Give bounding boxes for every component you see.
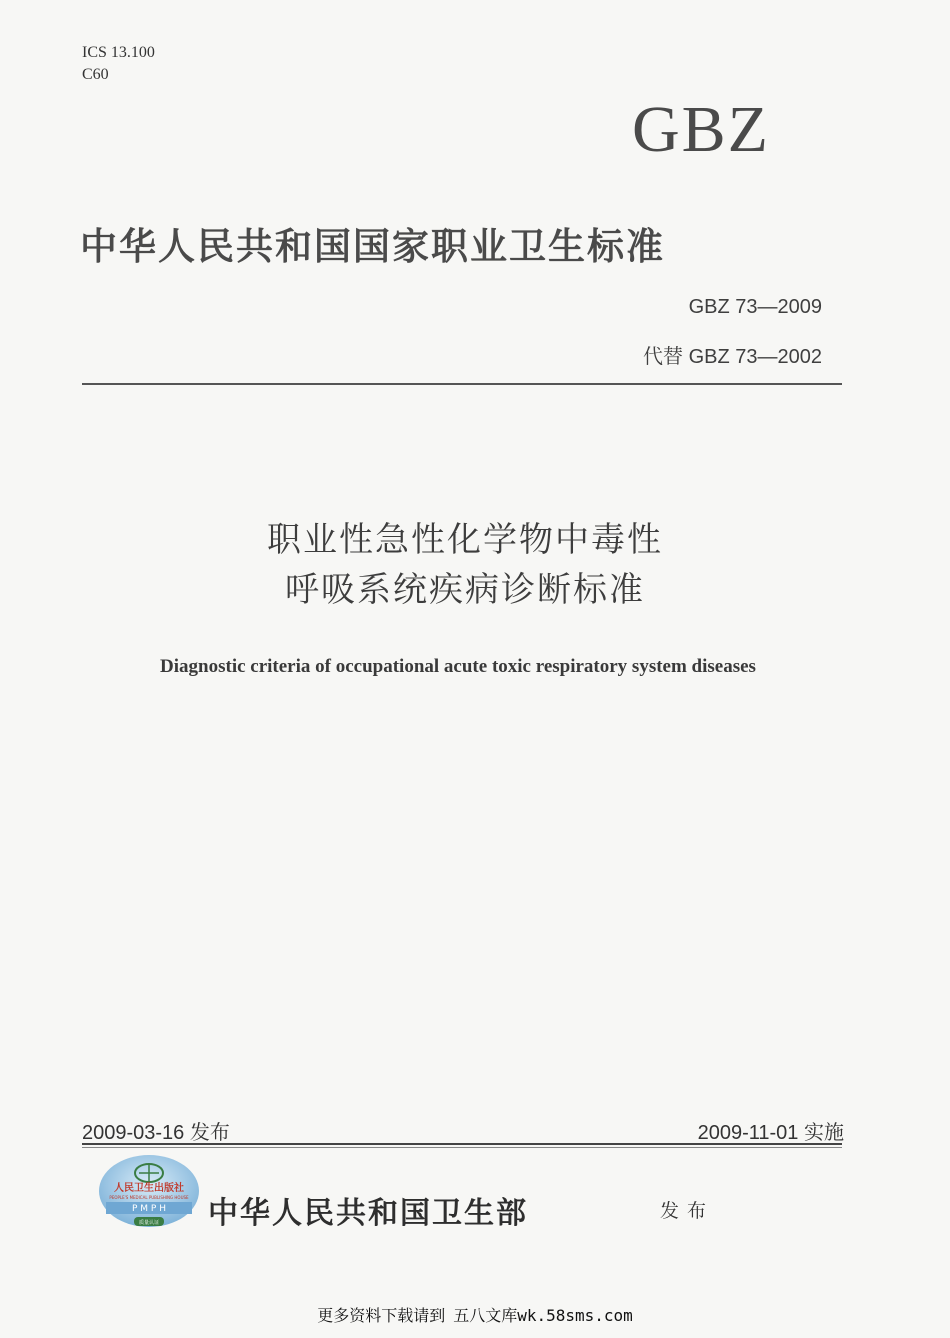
gbz-series-mark: GBZ xyxy=(632,93,770,166)
standard-number: GBZ 73—2009 xyxy=(688,296,822,318)
svg-text:质量认证: 质量认证 xyxy=(138,1220,160,1226)
cn-title-line1: 职业性急性化学物中毒性 xyxy=(267,520,663,560)
footer-banner xyxy=(0,1303,950,1326)
pmph-logo-icon xyxy=(98,1153,200,1233)
footer-site-link[interactable]: 五八文库wk.58sms.com xyxy=(453,1306,633,1325)
ics-code: ICS 13.100 xyxy=(82,44,155,61)
header-divider xyxy=(82,383,842,385)
classification-codes xyxy=(82,42,155,86)
publisher-logo xyxy=(98,1153,200,1233)
national-standard-title: 中华人民共和国国家职业卫生标准 xyxy=(80,224,665,268)
implementation-date: 2009-11-01 实施 xyxy=(697,1122,844,1144)
ccs-code: C60 xyxy=(82,66,109,83)
footer-text: 更多资料下载请到 xyxy=(317,1306,446,1325)
footer-divider-thin xyxy=(82,1147,842,1148)
cn-title-line2: 呼吸系统疾病诊断标准 xyxy=(285,570,645,610)
issuing-ministry: 中华人民共和国卫生部 xyxy=(208,1196,528,1231)
svg-text:人民卫生出版社: 人民卫生出版社 xyxy=(114,1183,184,1194)
svg-text:PEOPLE'S MEDICAL PUBLISHING HO: PEOPLE'S MEDICAL PUBLISHING HOUSE xyxy=(109,1195,189,1200)
issue-label: 发布 xyxy=(660,1200,715,1222)
replaced-standard: 代替 GBZ 73—2002 xyxy=(643,346,822,368)
issue-date: 2009-03-16 发布 xyxy=(82,1122,230,1144)
svg-text:P M P H: P M P H xyxy=(132,1204,166,1214)
en-title: Diagnostic criteria of occupational acute toxic respiratory system diseases xyxy=(160,656,756,677)
